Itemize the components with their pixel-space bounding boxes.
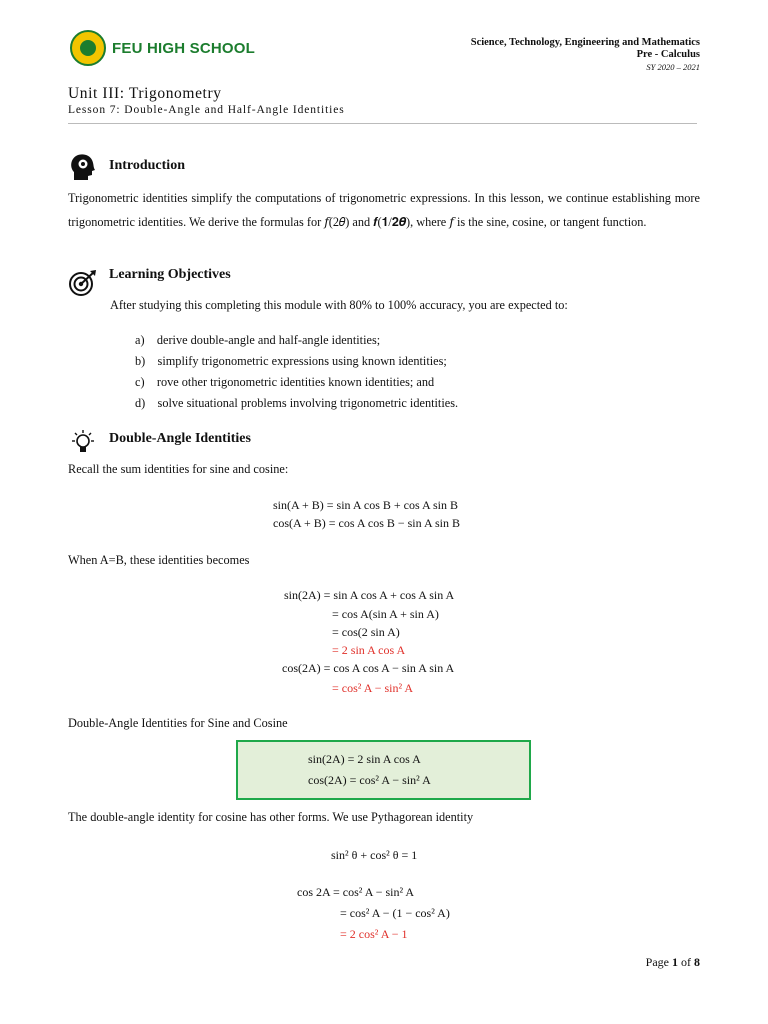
- header-school-year: SY 2020 – 2021: [646, 62, 700, 72]
- cos-form-line: cos 2A = cos² A − sin² A: [297, 885, 415, 899]
- target-icon: [68, 268, 98, 298]
- other-forms-text: The double-angle identity for cosine has other forms. We use Pythagorean identity: [68, 810, 474, 824]
- derivation-line: = cos(2 sin A): [332, 625, 400, 639]
- identity-box: [236, 740, 531, 800]
- objectives-heading: Learning Objectives: [109, 267, 231, 282]
- box-title: Double-Angle Identities for Sine and Cosine: [68, 716, 288, 730]
- introduction-text: Trigonometric identities simplify the computations of trigonometric expressions. In this lesson, we continue establishing more trigonometric identities. We derive the formulas for 𝑓(2𝜃) and 𝒇(𝟏/𝟐𝜽), where 𝑓 is the sine, cosine, or tangent function.: [68, 191, 700, 229]
- lesson-title: Lesson 7: Double-Angle and Half-Angle Identities: [68, 104, 345, 116]
- page-total: 8: [694, 955, 700, 969]
- derivation-line: sin(2A) = sin A cos A + cos A sin A: [284, 588, 455, 602]
- school-name: FEU HIGH SCHOOL: [112, 39, 256, 57]
- cos-form-result: = 2 cos² A − 1: [340, 927, 408, 941]
- when-text: When A=B, these identities becomes: [68, 553, 250, 567]
- header-info: [471, 37, 700, 73]
- box-identity-sin: sin(2A) = 2 sin A cos A: [308, 752, 421, 766]
- sum-identity-sin: sin(A + B) = sin A cos B + cos A sin B: [273, 498, 458, 512]
- cos-form-line: = cos² A − (1 − cos² A): [340, 906, 450, 920]
- sum-identity-cos: cos(A + B) = cos A cos B − sin A sin B: [273, 516, 460, 530]
- derivation-result: = cos² A − sin² A: [332, 681, 414, 695]
- school-seal-icon: [70, 30, 106, 66]
- head-brain-icon: [68, 152, 98, 182]
- objective-item: d) solve situational problems involving trigonometric identities.: [135, 396, 459, 410]
- header-subject: Pre - Calculus: [636, 49, 700, 60]
- objectives-lead: After studying this completing this module with 80% to 100% accuracy, you are expected to:: [110, 298, 568, 312]
- lightbulb-icon: [68, 428, 98, 458]
- of-word: of: [681, 955, 691, 969]
- header-divider: [68, 123, 697, 124]
- derivation-result: = 2 sin A cos A: [332, 643, 406, 657]
- header-strand: Science, Technology, Engineering and Mathematics: [470, 37, 700, 48]
- objective-item: b) simplify trigonometric expressions using known identities;: [135, 354, 447, 368]
- unit-title: Unit III: Trigonometry: [68, 85, 222, 102]
- introduction-heading: Introduction: [109, 158, 185, 173]
- page-current: 1: [672, 955, 678, 969]
- objective-item: c) rove other trigonometric identities known identities; and: [135, 375, 435, 389]
- page-number: [646, 955, 700, 970]
- box-identity-cos: cos(2A) = cos² A − sin² A: [308, 773, 431, 787]
- recall-text: Recall the sum identities for sine and cosine:: [68, 462, 289, 476]
- school-logo: [70, 30, 255, 66]
- derivation-line: cos(2A) = cos A cos A − sin A sin A: [282, 661, 455, 675]
- double-angle-heading: Double-Angle Identities: [109, 431, 251, 446]
- page-word: Page: [645, 955, 669, 969]
- derivation-line: = cos A(sin A + sin A): [332, 607, 439, 621]
- objective-item: a) derive double-angle and half-angle identities;: [135, 333, 381, 347]
- pythagorean-identity: sin² θ + cos² θ = 1: [331, 848, 418, 862]
